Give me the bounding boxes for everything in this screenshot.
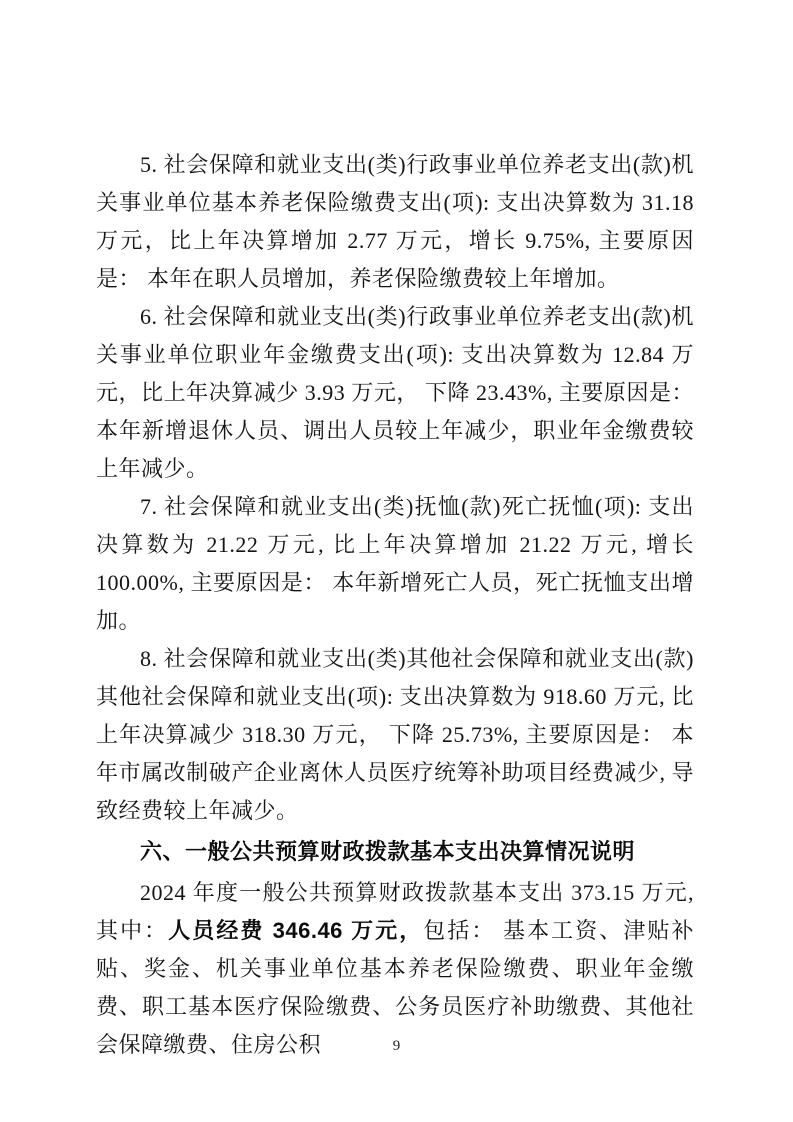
paragraph-item-8: 8. 社会保障和就业支出(类)其他社会保障和就业支出(款)其他社会保障和就业支出(项): 支出决算数为 918.60 万元, 比上年决算减少 318.30 万元， 下降 25.73%, 主要原因是： 本年市属改制破产企业离休人员医疗统筹补助项目经费减少, 导致经费较上年减少。 [96,646,694,823]
section-heading-six: 六、一般公共预算财政拨款基本支出决算情况说明 [140,839,636,864]
paragraph-9-trailing-text: 包括： 基本工资、津贴补贴、奖金、机关事业单位基本养老保险缴费、职业年金缴费、职工基本医疗保险缴费、公务员医疗补助缴费、其他社会保障缴费、住房公积 [96,918,694,1057]
document-body [96,146,694,1064]
paragraph-item-5: 5. 社会保障和就业支出(类)行政事业单位养老支出(款)机关事业单位基本养老保险缴费支出(项): 支出决算数为 31.18 万元，比上年决算增加 2.77 万元，增长 9.75%, 主要原因是： 本年在职人员增加，养老保险缴费较上年增加。 [96,152,694,291]
paragraph-item-6: 6. 社会保障和就业支出(类)行政事业单位养老支出(款)机关事业单位职业年金缴费支出(项): 支出决算数为 12.84 万元，比上年决算减少 3.93 万元， 下降 23.43%, 主要原因是： 本年新增退休人员、调出人员较上年减少，职业年金缴费较上年减少。 [96,304,694,481]
page-number: 9 [392,1038,401,1054]
paragraph-9-lead-text: 2024 年度一般公共预算财政拨款基本支出 373.15 万元, 其中： [96,880,694,943]
personnel-expense-bold-text: 人员经费 346.46 万元， [168,918,424,943]
paragraph-item-7: 7. 社会保障和就业支出(类)抚恤(款)死亡抚恤(项): 支出决算数为 21.22 万元, 比上年决算增加 21.22 万元, 增长 100.00%, 主要原因是： 本年新增死亡人员，死亡抚恤支出增加。 [96,494,694,633]
